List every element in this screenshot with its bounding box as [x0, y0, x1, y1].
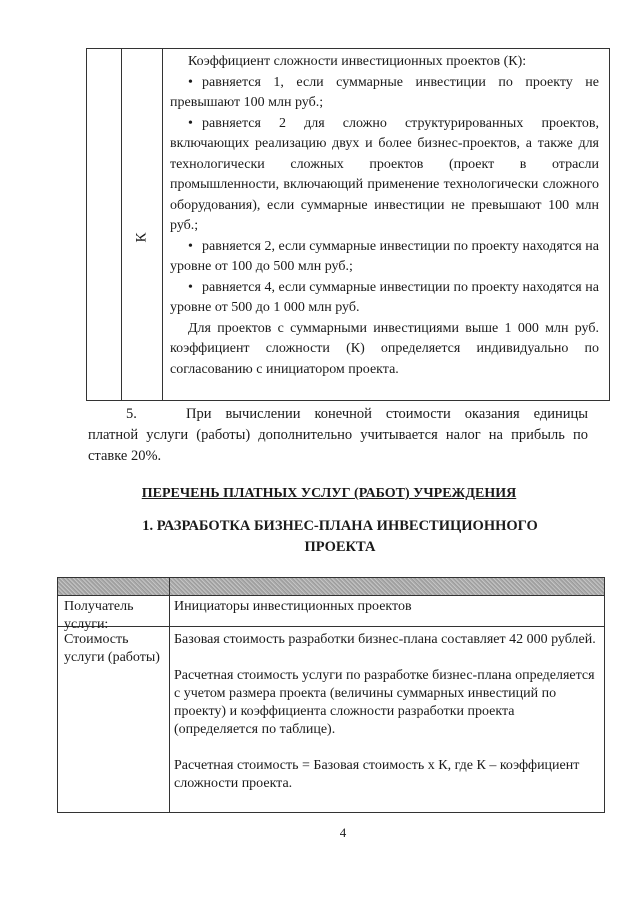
complexity-table	[86, 48, 610, 401]
table-symbol-column	[121, 49, 163, 400]
cost-paragraph: Базовая стоимость разработки бизнес-плана составляет 42 000 рублей.	[174, 632, 596, 647]
complexity-closing: Для проектов с суммарными инвестициями выше 1 000 млн руб. коэффициент сложности (К) определяется индивидуально по согласованию с инициатором проекта.	[170, 320, 599, 377]
table-empty-column	[87, 49, 122, 400]
page-number: 4	[339, 825, 347, 840]
bullet-icon: •	[188, 238, 193, 254]
section-title: ПЕРЕЧЕНЬ ПЛАТНЫХ УСЛУГ (РАБОТ) УЧРЕЖДЕНИЯ	[141, 486, 517, 501]
bullet-icon: •	[188, 115, 193, 131]
note-text: При вычислении конечной стоимости оказания единицы платной услуги (работы) дополнительно учитывается налог на прибыль по ставке 20%.	[88, 406, 588, 464]
list-item: • равняется 2 для сложно структурированных проектов, включающих реализацию двух и более бизнес-проектов, а также для технологически сложных проектов (проект в отрасли промышленности, включающий применение технологически сложного оборудования), если суммарные инвестиции не превышают 100 млн руб.;	[170, 115, 599, 233]
cost-description	[174, 631, 599, 811]
complexity-intro: Коэффициент сложности инвестиционных проектов (К):	[188, 54, 527, 69]
bullet-icon: •	[188, 279, 193, 295]
list-item: • равняется 2, если суммарные инвестиции по проекту находятся на уровне от 100 до 500 млн руб.;	[170, 238, 599, 274]
recipient-value: Инициаторы инвестиционных проектов	[174, 599, 412, 614]
tax-note	[88, 404, 588, 467]
bullet-icon: •	[188, 74, 193, 90]
cost-label: Стоимость услуги (работы)	[64, 632, 160, 665]
list-item: • равняется 4, если суммарные инвестиции по проекту находятся на уровне от 500 до 1 000 млн руб.	[170, 279, 599, 315]
cost-paragraph: Расчетная стоимость услуги по разработке бизнес-плана определяется с учетом размера проекта (величины суммарных инвестиций по проекту) и коэффициента сложности разработки проекта (определяется по таблице).	[174, 668, 595, 737]
recipient-label: Получатель услуги:	[64, 599, 134, 632]
column-divider	[169, 578, 170, 812]
service-table	[57, 577, 605, 813]
coefficient-symbol: К	[133, 232, 149, 243]
cost-paragraph: Расчетная стоимость = Базовая стоимость х К, где К – коэффициент сложности проекта.	[174, 758, 580, 791]
list-item: • равняется 1, если суммарные инвестиции по проекту не превышают 100 млн руб.;	[170, 74, 599, 110]
table-header-band	[58, 578, 604, 596]
note-number: 5.	[126, 406, 137, 422]
subsection-title: 1. РАЗРАБОТКА БИЗНЕС-ПЛАНА ИНВЕСТИЦИОННОГО ПРОЕКТА	[142, 518, 538, 555]
complexity-description	[170, 52, 599, 380]
